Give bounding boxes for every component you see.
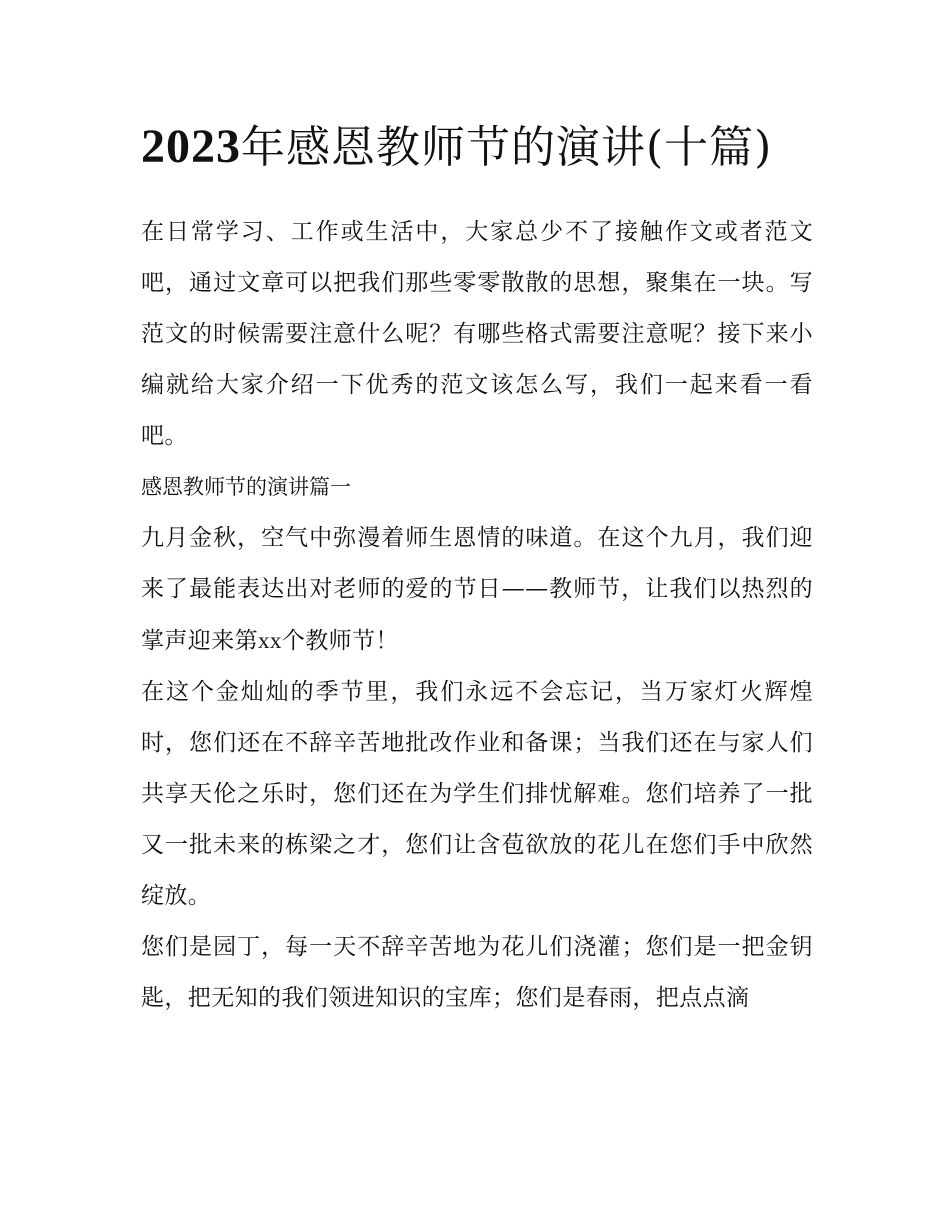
section-heading: 感恩教师节的演讲篇一 xyxy=(141,475,351,499)
paragraph-1-text-b: 个教师节！ xyxy=(281,628,399,654)
paragraph-3: 您们是园丁，每一天不辞辛苦地为花儿们浇灌；您们是一把金钥匙，把无知的我们领进知识的宝库；您们是春雨，把点点滴 xyxy=(141,934,813,1011)
paragraph-2: 在这个金灿灿的季节里，我们永远不会忘记，当万家灯火辉煌时，您们还在不辞辛苦地批改作业和备课；当我们还在与家人们共享天伦之乐时，您们还在为学生们排忧解难。您们培养了一批又一批未来的栋梁之才，您们让含苞欲放的花儿在您们手中欣然绽放。 xyxy=(141,679,813,909)
paragraph-1-xx: xx xyxy=(258,628,282,653)
intro-paragraph: 在日常学习、工作或生活中，大家总少不了接触作文或者范文吧，通过文章可以把我们那些零零散散的思想，聚集在一块。写范文的时候需要注意什么呢？有哪些格式需要注意呢？接下来小编就给大家介绍一下优秀的范文该怎么写，我们一起来看一看吧。 xyxy=(141,219,813,449)
title-year: 2023 xyxy=(141,120,241,173)
paragraph-1 xyxy=(141,513,813,667)
paragraph-1-text-a: 九月金秋，空气中弥漫着师生恩情的味道。在这个九月，我们迎来了最能表达出对老师的爱的节日——教师节，让我们以热烈的掌声迎来第 xyxy=(141,525,813,654)
title-text: 年感恩教师节的演讲(十篇) xyxy=(241,122,773,173)
document-body xyxy=(141,114,813,1024)
document-title xyxy=(141,114,813,181)
title-block xyxy=(141,114,813,181)
